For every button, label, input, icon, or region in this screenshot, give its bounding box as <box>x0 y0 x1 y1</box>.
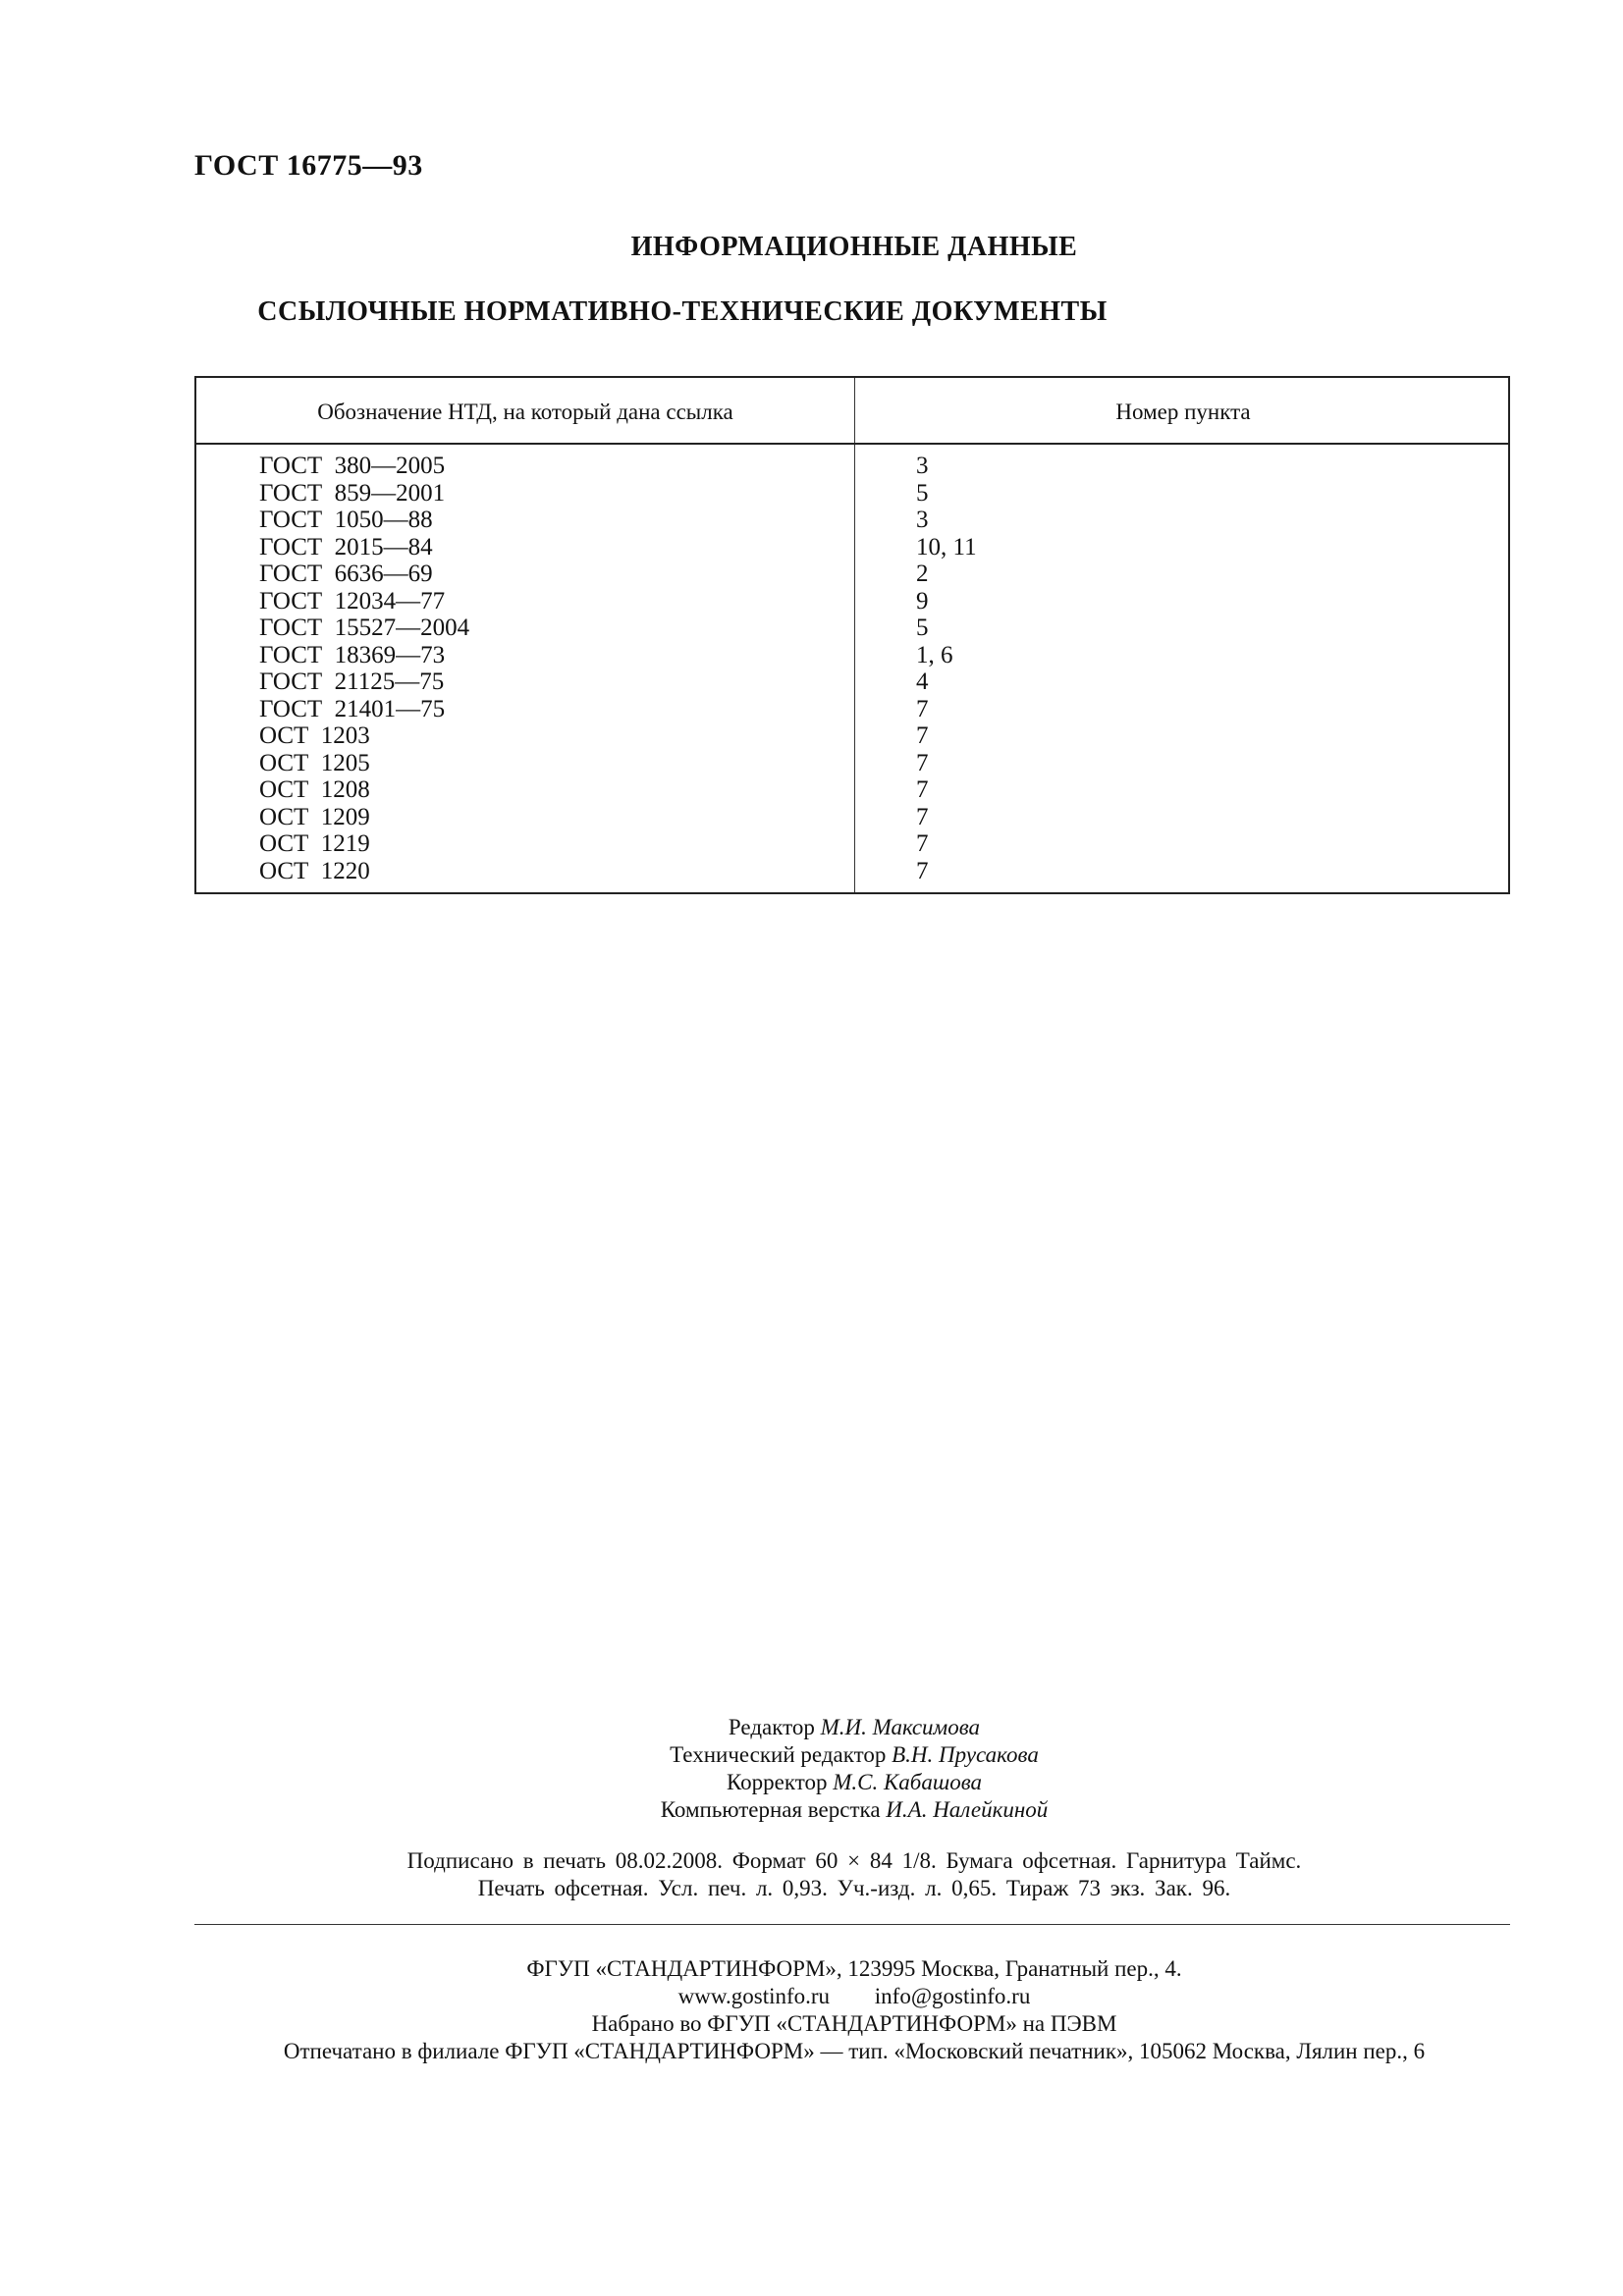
table-row <box>196 588 1508 615</box>
reference-item-number: 7 <box>916 830 929 857</box>
reference-document: ГОСТ 21125—75 <box>259 668 445 695</box>
table-row <box>196 750 1508 777</box>
reference-item-number: 5 <box>916 614 929 641</box>
table-row <box>196 614 1508 642</box>
table-row <box>196 534 1508 561</box>
reference-document: ГОСТ 1050—88 <box>259 507 433 533</box>
publisher-address: ФГУП «СТАНДАРТИНФОРМ», 123995 Москва, Гранатный пер., 4. <box>526 1956 1182 1981</box>
reference-item-number: 1, 6 <box>916 641 953 668</box>
table-row <box>196 858 1508 885</box>
publisher-website[interactable]: www.gostinfo.ru <box>677 1984 831 2008</box>
reference-document: ГОСТ 21401—75 <box>259 695 446 722</box>
publisher-printed: Отпечатано в филиале ФГУП «СТАНДАРТИНФОРМ» — тип. «Московский печатник», 105062 Москва, Лялин пер., 6 <box>283 2039 1426 2063</box>
table-row <box>196 453 1508 480</box>
reference-item-number: 7 <box>916 857 929 884</box>
reference-item-number: 7 <box>916 803 929 830</box>
reference-document: ОСТ 1220 <box>259 857 370 884</box>
reference-item-number: 3 <box>916 507 929 533</box>
credit-proofreader: Корректор М.С. Кабашова <box>726 1770 983 1794</box>
table-row <box>196 804 1508 831</box>
reference-item-number: 9 <box>916 587 929 614</box>
reference-item-number: 4 <box>916 668 929 695</box>
table-row <box>196 668 1508 696</box>
reference-table <box>194 376 1510 894</box>
section-title-information: ИНФОРМАЦИОННЫЕ ДАННЫЕ <box>630 232 1078 262</box>
table-body <box>196 453 1508 884</box>
reference-item-number: 5 <box>916 479 929 507</box>
section-title-references: ССЫЛОЧНЫЕ НОРМАТИВНО-ТЕХНИЧЕСКИЕ ДОКУМЕНТЫ <box>257 296 1108 327</box>
publisher-typeset: Набрано во ФГУП «СТАНДАРТИНФОРМ» на ПЭВМ <box>591 2011 1117 2036</box>
reference-document: ОСТ 1219 <box>259 830 370 857</box>
print-info-line-2: Печать офсетная. Усл. печ. л. 0,93. Уч.-изд. л. 0,65. Тираж 73 экз. Зак. 96. <box>477 1876 1231 1900</box>
credit-layout: Компьютерная верстка И.А. Налейкиной <box>660 1797 1049 1822</box>
reference-document: ОСТ 1208 <box>259 776 370 803</box>
publisher-info <box>0 1955 1623 2065</box>
reference-document: ГОСТ 2015—84 <box>259 533 433 561</box>
reference-document: ГОСТ 859—2001 <box>259 479 446 507</box>
table-row <box>196 507 1508 534</box>
reference-document: ГОСТ 15527—2004 <box>259 614 470 641</box>
reference-item-number: 7 <box>916 722 929 749</box>
print-info-line-1: Подписано в печать 08.02.2008. Формат 60 × 84 1/8. Бумага офсетная. Гарнитура Таймс. <box>406 1848 1302 1873</box>
reference-item-number: 10, 11 <box>916 533 977 561</box>
credit-editor: Редактор М.И. Максимова <box>728 1715 981 1739</box>
table-row <box>196 776 1508 804</box>
table-row <box>196 722 1508 750</box>
document-code: ГОСТ 16775—93 <box>194 149 423 182</box>
column-header-item: Номер пункта <box>1115 400 1251 424</box>
table-row <box>196 696 1508 723</box>
reference-document: ГОСТ 6636—69 <box>259 561 433 587</box>
reference-document: ОСТ 1205 <box>259 749 370 776</box>
table-row <box>196 480 1508 507</box>
credits <box>0 1714 1623 1824</box>
header-divider <box>196 443 1508 445</box>
table-row <box>196 830 1508 858</box>
print-info <box>0 1847 1623 1902</box>
footer-rule <box>194 1924 1510 1925</box>
publisher-email[interactable]: info@gostinfo.ru <box>874 1984 1031 2008</box>
table-row <box>196 561 1508 588</box>
reference-document: ГОСТ 380—2005 <box>259 453 446 479</box>
reference-item-number: 7 <box>916 776 929 803</box>
reference-item-number: 3 <box>916 453 929 479</box>
reference-document: ОСТ 1209 <box>259 803 370 830</box>
publisher-contacts <box>0 1983 1623 2010</box>
reference-document: ГОСТ 12034—77 <box>259 587 446 614</box>
table-row <box>196 642 1508 669</box>
reference-item-number: 2 <box>916 561 929 587</box>
column-header-document: Обозначение НТД, на который дана ссылка <box>317 400 733 424</box>
reference-item-number: 7 <box>916 749 929 776</box>
reference-item-number: 7 <box>916 695 929 722</box>
reference-document: ГОСТ 18369—73 <box>259 641 446 668</box>
credit-tech-editor: Технический редактор В.Н. Прусакова <box>670 1742 1039 1767</box>
reference-document: ОСТ 1203 <box>259 722 370 749</box>
